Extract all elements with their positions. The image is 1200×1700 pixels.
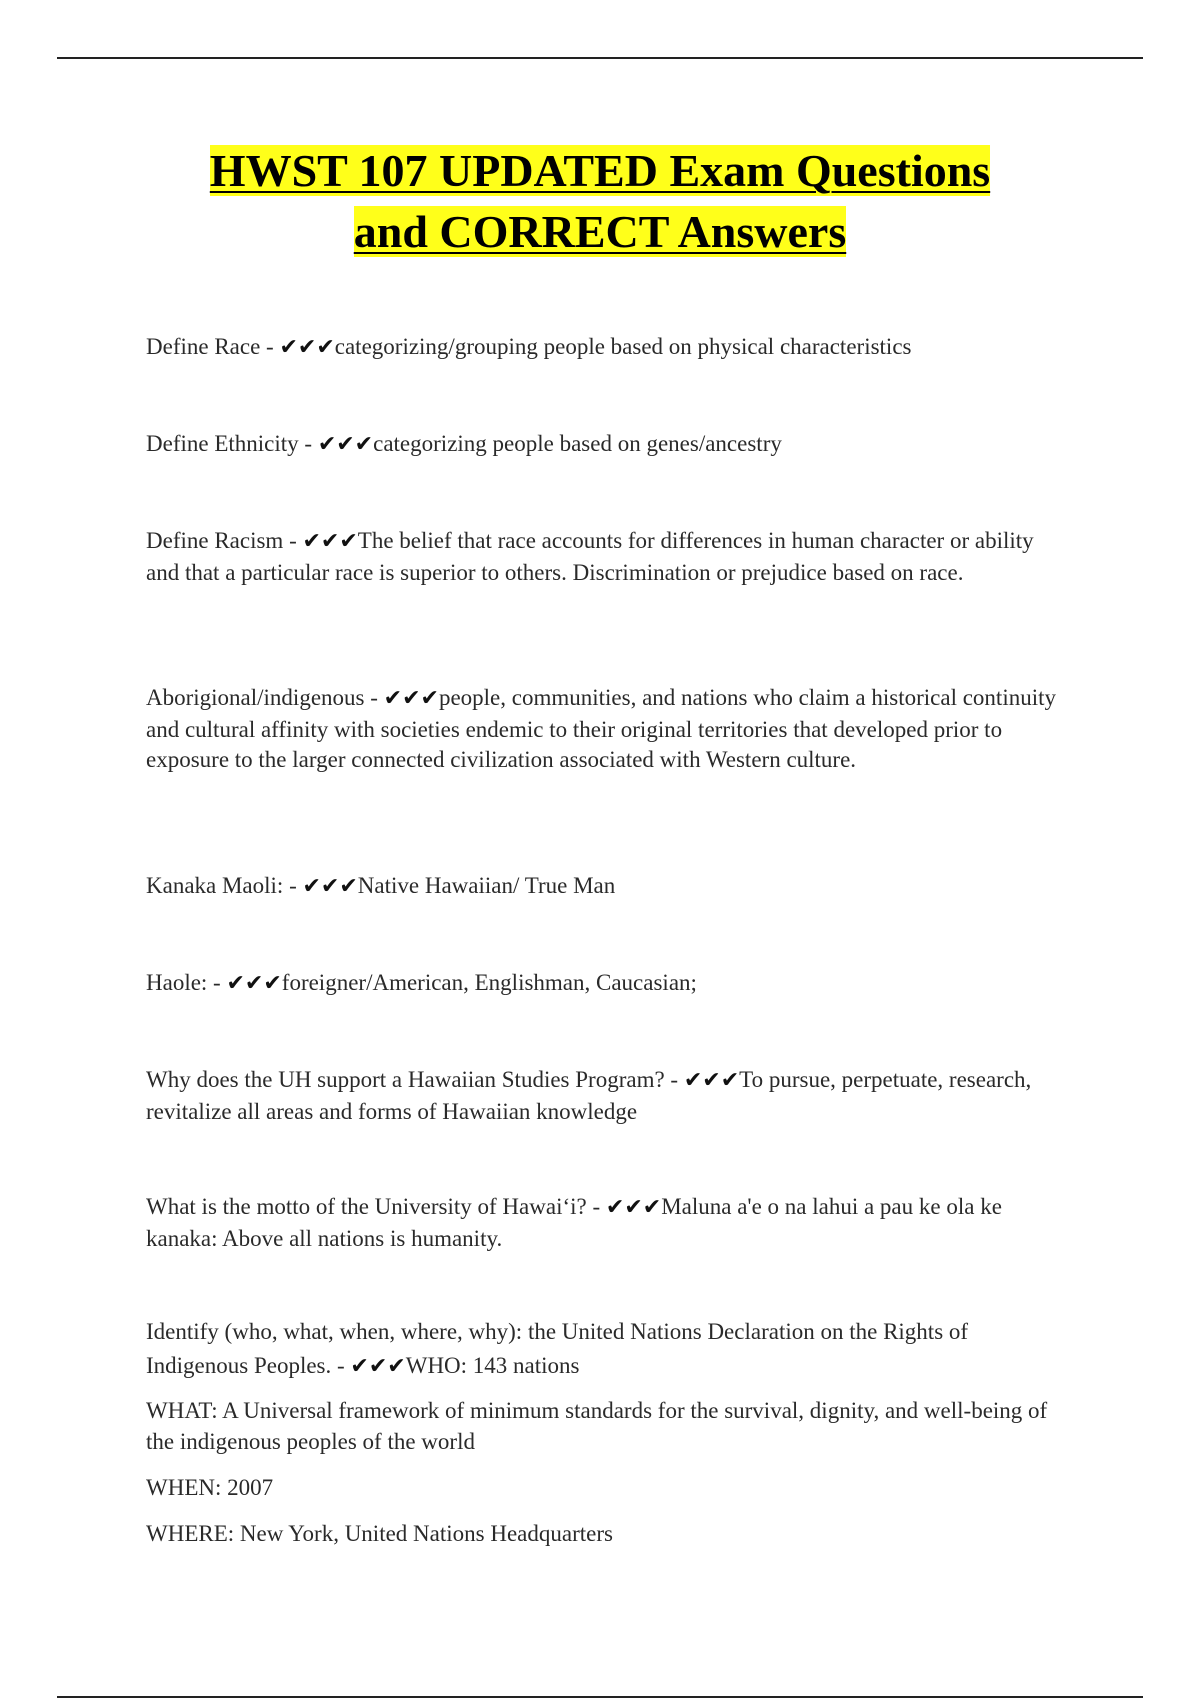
answer-continuation-what: WHAT: A Universal framework of minimum standards for the survival, dignity, and well-being of the indigenous peoples of the world xyxy=(146,1398,1048,1454)
check-marks-icon: ✔✔✔ xyxy=(226,971,282,996)
question-text: Define Racism - xyxy=(146,528,303,553)
title-line-2: and CORRECT Answers xyxy=(353,206,847,257)
answer-continuation-when: WHEN: 2007 xyxy=(146,1475,274,1500)
check-marks-icon: ✔✔✔ xyxy=(683,1068,740,1093)
question-text: Why does the UH support a Hawaiian Studies Program? - xyxy=(146,1067,684,1092)
qa-item xyxy=(146,332,1056,364)
check-marks-icon: ✔✔✔ xyxy=(350,1354,406,1379)
answer-text: categorizing/grouping people based on physical characteristics xyxy=(334,334,912,359)
top-rule xyxy=(57,57,1143,59)
qa-item xyxy=(146,683,1056,776)
question-text: Identify (who, what, when, where, why): the United Nations Declaration on the Rights of Indigenous Peoples. - xyxy=(146,1319,969,1378)
check-marks-icon: ✔✔✔ xyxy=(279,335,335,360)
document-title xyxy=(100,140,1100,262)
check-marks-icon: ✔✔✔ xyxy=(317,432,374,457)
question-text: What is the motto of the University of Hawai‘i? - xyxy=(146,1194,606,1219)
qa-item xyxy=(146,1315,1056,1384)
answer-text: people, communities, and nations who claim a historical continuity and cultural affinity with societies endemic to their original territories that developed prior to exposure to the larger connected civilization associated with Western culture. xyxy=(146,685,1056,772)
qa-item xyxy=(146,1065,1056,1127)
answer-continuation-where: WHERE: New York, United Nations Headquarters xyxy=(146,1521,613,1546)
check-marks-icon: ✔✔✔ xyxy=(383,686,439,711)
title-line-1: HWST 107 UPDATED Exam Questions xyxy=(209,145,991,196)
bottom-rule xyxy=(57,1696,1143,1698)
qa-item xyxy=(146,526,1056,588)
answer-text: WHO: 143 nations xyxy=(405,1353,580,1378)
qa-item xyxy=(146,968,1056,1000)
answer-text: foreigner/American, Englishman, Caucasian; xyxy=(281,970,697,995)
question-text: Haole: - xyxy=(146,970,227,995)
qa-item xyxy=(146,429,1056,461)
question-text: Kanaka Maoli: - xyxy=(146,873,303,898)
answer-text: The belief that race accounts for differences in human character or ability and that a particular race is superior to others. Discrimination or prejudice based on race. xyxy=(146,528,1034,585)
answer-text: Maluna a'e o na lahui a pau ke ola ke kanaka: Above all nations is humanity. xyxy=(146,1194,1002,1251)
answer-text: categorizing people based on genes/ancestry xyxy=(373,431,782,456)
check-marks-icon: ✔✔✔ xyxy=(605,1195,662,1220)
question-text: Define Ethnicity - xyxy=(146,431,318,456)
qa-item xyxy=(146,1192,1056,1254)
qa-item xyxy=(146,871,1056,903)
check-marks-icon: ✔✔✔ xyxy=(302,874,358,899)
answer-text: To pursue, perpetuate, research, revitalize all areas and forms of Hawaiian knowledge xyxy=(146,1067,1032,1124)
check-marks-icon: ✔✔✔ xyxy=(302,529,358,554)
question-text: Aborigional/indigenous - xyxy=(146,685,384,710)
question-text: Define Race - xyxy=(146,334,280,359)
answer-text: Native Hawaiian/ True Man xyxy=(357,873,616,898)
